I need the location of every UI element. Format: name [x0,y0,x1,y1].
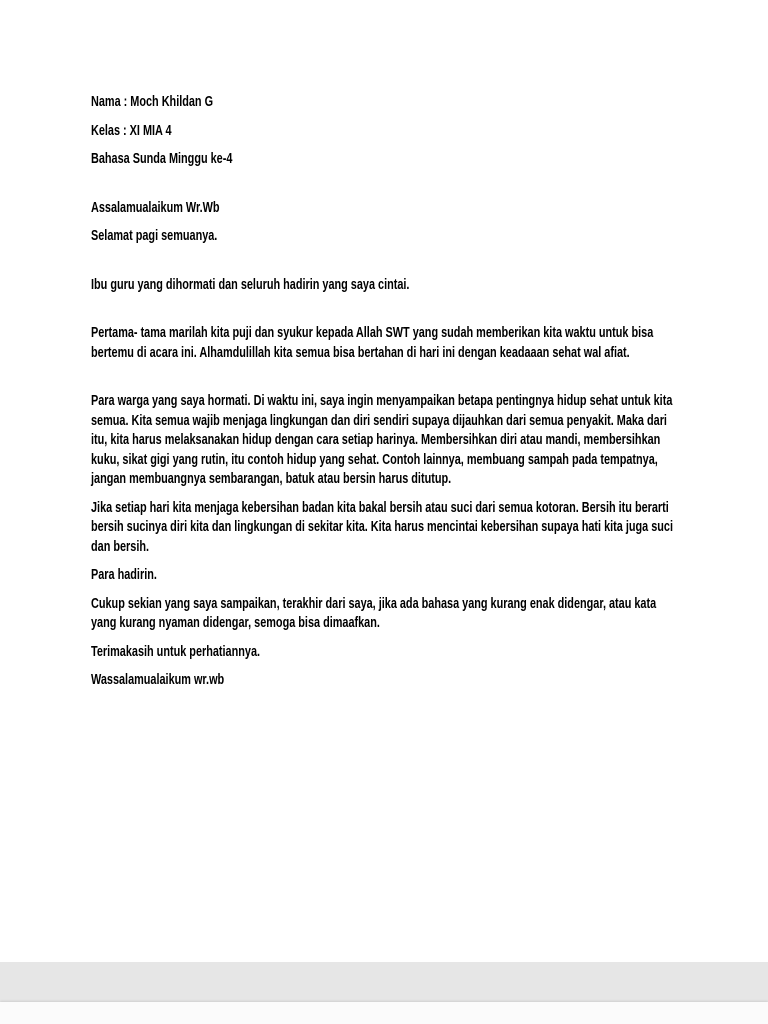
page-gap [0,962,768,1002]
paragraph-healthy-living: Para warga yang saya hormati. Di waktu ini, saya ingin menyampaikan betapa pentingnya hidup sehat untuk kita semua. Kita semua wajib menjaga lingkungan dan diri sendiri supaya dijauhkan dari semua penyakit. Maka dari itu, kita harus melaksanakan hidup dengan cara setiap harinya. Membersihkan diri atau mandi, membersihkan kuku, sikat gigi yang rutin, itu contoh hidup yang sehat. Contoh lainnya, membuang sampah pada tempatnya, jangan membuangnya sembarangan, batuk atau bersin harus ditutup. [91,393,673,487]
name-line: Nama : Moch Khildan G [91,94,214,110]
paragraph-closing: Cukup sekian yang saya sampaikan, terakhir dari saya, jika ada bahasa yang kurang enak didengar, atau kata yang kurang nyaman didengar, semoga bisa dimaafkan. [91,595,657,631]
salutation-closing: Wassalamualaikum wr.wb [91,672,225,688]
next-page-top-edge [0,1002,768,1024]
salutation-opening: Assalamualaikum Wr.Wb [91,199,220,216]
class-line: Kelas : XI MIA 4 [91,122,172,139]
greeting-line: Selamat pagi semuanya. [91,228,218,244]
subject-line: Bahasa Sunda Minggu ke-4 [91,151,233,167]
address-audience-line: Ibu guru yang dihormati dan seluruh hadirin yang saya cintai. [91,276,410,293]
address-attendees-line: Para hadirin. [91,567,157,583]
thanks-line: Terimakasih untuk perhatiannya. [91,643,261,660]
document-text-column [91,93,676,700]
paragraph-cleanliness: Jika setiap hari kita menjaga kebersihan badan kita bakal bersih atau suci dari semua kotoran. Bersih itu berarti bersih sucinya diri kita dan lingkungan di sekitar kita. Kita harus mencintai kebersihan supaya hati kita juga suci dan bersih. [91,499,673,555]
paragraph-gratitude: Pertama- tama marilah kita puji dan syukur kepada Allah SWT yang sudah memberikan kita waktu untuk bisa bertemu di acara ini. Alhamdulillah kita semua bisa bertahan di hari ini dengan keadaaan sehat wal afiat. [91,325,654,361]
